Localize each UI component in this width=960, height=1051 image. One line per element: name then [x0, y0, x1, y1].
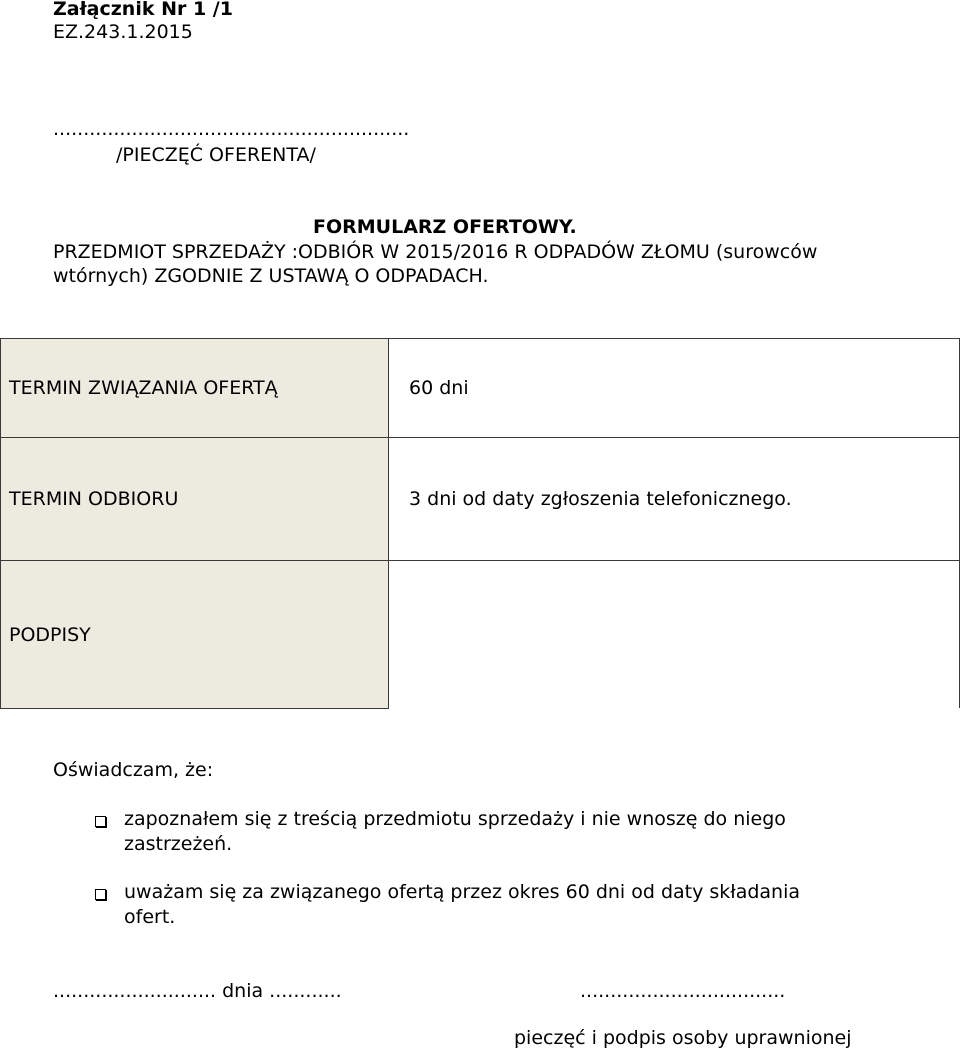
table-row [1, 438, 960, 561]
signature-dots: .................................. [580, 980, 786, 1002]
subject-line-1: PRZEDMIOT SPRZEDAŻY :ODBIÓR W 2015/2016 R ODPADÓW ZŁOMU (surowców [53, 241, 818, 263]
reference-number: EZ.243.1.2015 [53, 21, 193, 43]
stamp-label: /PIECZĘĆ OFERENTA/ [116, 144, 316, 166]
table-row [1, 339, 960, 438]
row-label-binding-term: TERMIN ZWIĄZANIA OFERTĄ [1, 339, 389, 438]
row-label-signatures: PODPISY [1, 561, 389, 709]
row-label-pickup-term: TERMIN ODBIORU [1, 438, 389, 561]
form-title: FORMULARZ OFERTOWY. [313, 216, 577, 238]
signatures-field [389, 561, 960, 709]
offer-table [0, 338, 960, 709]
signature-label: pieczęć i podpis osoby uprawnionej [514, 1027, 852, 1049]
declaration-item-2-line-2: ofert. [124, 906, 176, 928]
declaration-item-1-line-2: zastrzeżeń. [124, 833, 233, 855]
row-value-pickup-term: 3 dni od daty zgłoszenia telefonicznego. [389, 438, 960, 561]
date-field: ........................... dnia ............ [53, 980, 342, 1002]
subject-line-2: wtórnych) ZGODNIE Z USTAWĄ O ODPADACH. [53, 265, 489, 287]
checkbox-bullet-icon [95, 816, 106, 827]
declaration-item-2-line-1: uważam się za związanego ofertą przez okres 60 dni od daty składania [124, 881, 801, 903]
declaration-item-1-line-1: zapoznałem się z treścią przedmiotu sprzedaży i nie wnoszę do niego [124, 808, 786, 830]
stamp-dots: ........................................................... [53, 118, 410, 140]
table-row [1, 561, 960, 709]
checkbox-bullet-icon [95, 889, 106, 900]
attachment-label: Załącznik Nr 1 /1 [53, 0, 233, 20]
row-value-binding-term: 60 dni [389, 339, 960, 438]
declaration-intro: Oświadczam, że: [53, 759, 214, 781]
